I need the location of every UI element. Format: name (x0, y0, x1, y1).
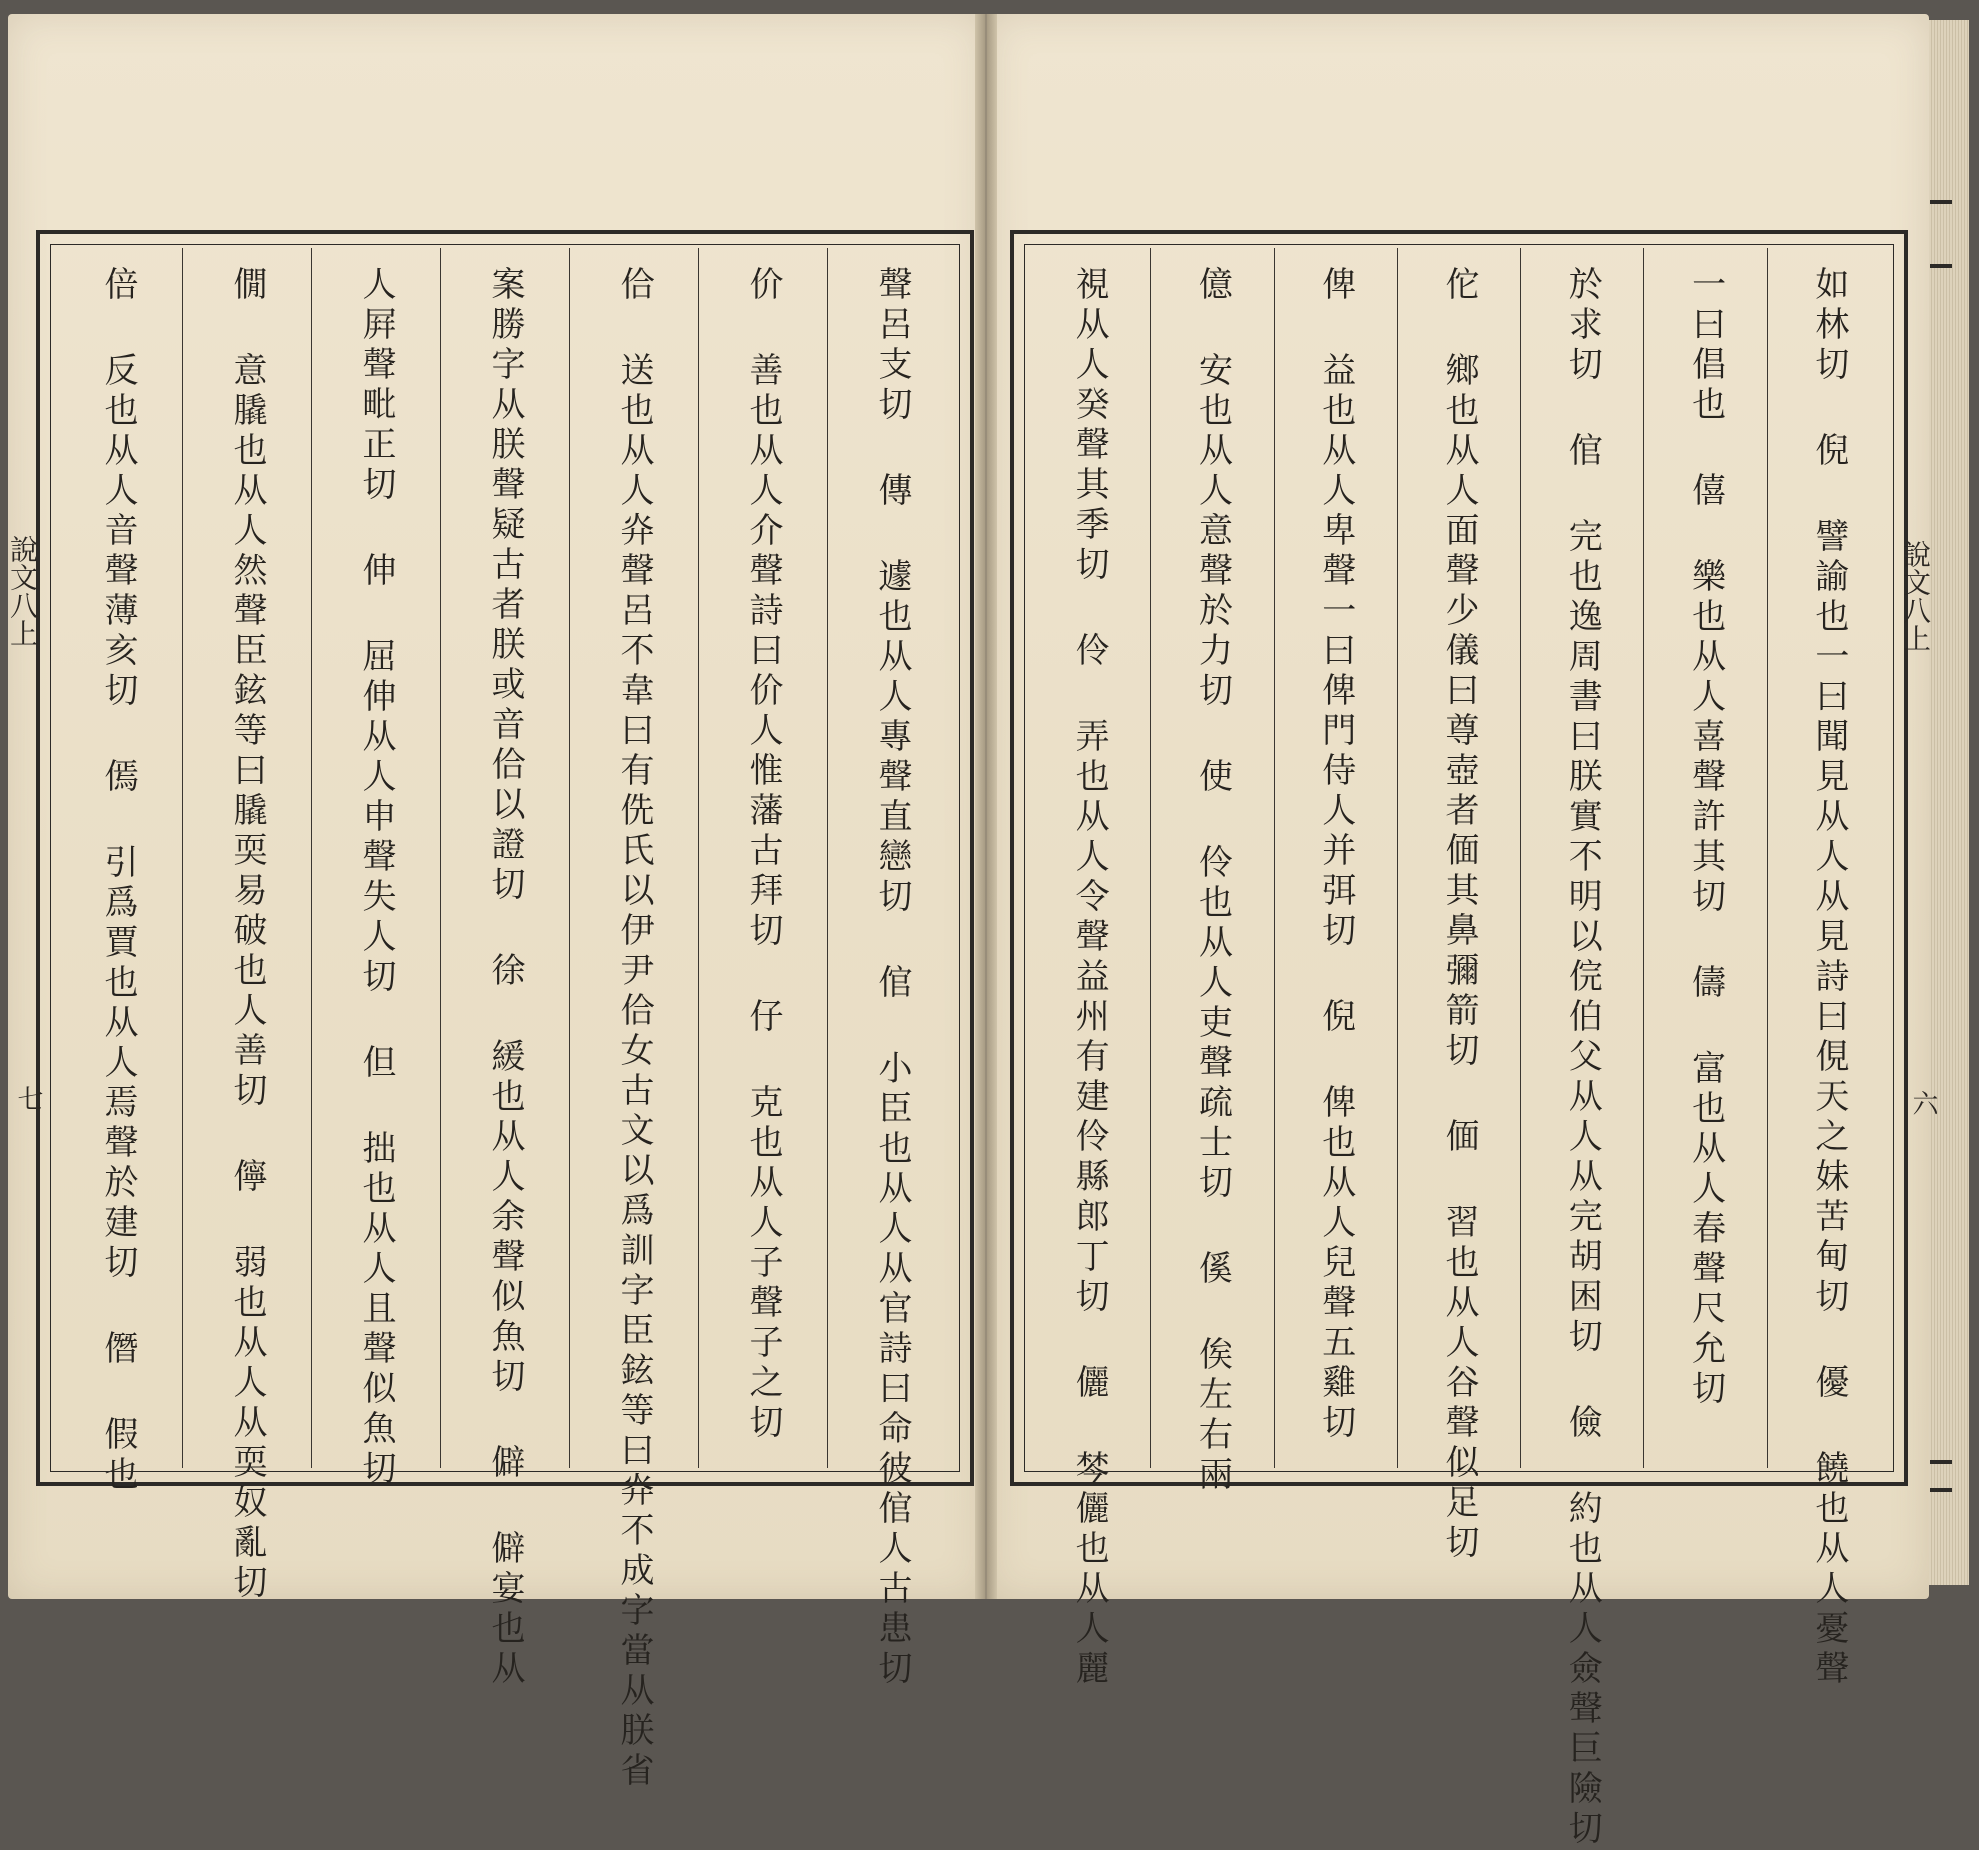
right-column-5 (1274, 248, 1397, 1468)
column-text: 視从人癸聲其季切 伶 弄也从人令聲益州有建伶縣郎丁切 儷 棽儷也从人麗 (1069, 266, 1110, 1690)
column-text: 如林切 倪 譬諭也一曰聞見从人从見詩曰俔天之妹苦甸切 優 饒也从人憂聲 (1808, 266, 1849, 1690)
column-text: 佮 送也从人灷聲呂不韋曰有侁氏以伊尹佮女古文以爲訓字臣鉉等曰灷不成字當从朕省 (614, 266, 654, 1792)
column-text: 億 安也从人意聲於力切 使 伶也从人吏聲疏士切 傒 俟左右兩 (1192, 266, 1233, 1496)
column-text: 价 善也从人介聲詩曰价人惟藩古拜切 仔 克也从人子聲子之切 (743, 266, 783, 1444)
left-margin-title: 說文八上 (6, 535, 39, 647)
column-text: 倍 反也从人音聲薄亥切 傿 引爲賈也从人焉聲於建切 僭 假也 (98, 266, 138, 1496)
fold-mark-top (1930, 200, 1952, 268)
left-folio-number: 七 (13, 1085, 43, 1111)
column-text: 一曰倡也 僖 樂也从人喜聲許其切 儔 富也从人春聲尺允切 (1685, 266, 1726, 1410)
left-column-3 (569, 248, 698, 1792)
right-column-1 (1767, 248, 1890, 1690)
right-folio-number: 六 (1908, 1090, 1938, 1116)
column-text: 案勝字从朕聲疑古者朕或音佮以證切 徐 緩也从人余聲似魚切 僻 僻宴也从 (485, 266, 525, 1690)
column-text: 僩 意膬也从人然聲臣鉉等曰膬耎易破也人善切 儜 弱也从人从耎奴亂切 (227, 266, 267, 1604)
right-column-3 (1520, 248, 1643, 1850)
column-text: 人屛聲毗正切 伸 屈伸从人申聲失人切 但 拙也从人且聲似魚切 (356, 266, 396, 1490)
column-text: 聲呂支切 傳 遽也从人專聲直戀切 倌 小臣也从人从官詩曰命彼倌人古患切 (872, 266, 912, 1690)
left-column-1 (827, 248, 956, 1690)
column-text: 佗 鄉也从人面聲少儀曰尊壺者偭其鼻彌箭切 偭 習也从人谷聲似足切 (1439, 266, 1480, 1564)
right-column-4 (1397, 248, 1520, 1564)
book-spine (975, 14, 997, 1599)
right-column-6 (1150, 248, 1273, 1496)
left-column-4 (440, 248, 569, 1690)
left-text-frame (36, 230, 974, 1792)
left-column-6 (182, 248, 311, 1604)
right-margin-title: 說文八上 (1899, 540, 1932, 652)
right-column-2 (1643, 248, 1766, 1468)
column-text: 俾 益也从人卑聲一曰俾門侍人并弭切 倪 俾也从人兒聲五雞切 (1315, 266, 1356, 1444)
fold-mark-bottom (1930, 1460, 1952, 1492)
column-text: 於求切 倌 完也逸周書曰朕實不明以俒伯父从人从完胡困切 儉 約也从人僉聲巨險切 (1562, 266, 1603, 1850)
left-column-7 (54, 248, 182, 1496)
right-column-7 (1028, 248, 1150, 1690)
left-column-2 (698, 248, 827, 1468)
left-column-5 (311, 248, 440, 1490)
right-text-frame (1010, 230, 1908, 1850)
